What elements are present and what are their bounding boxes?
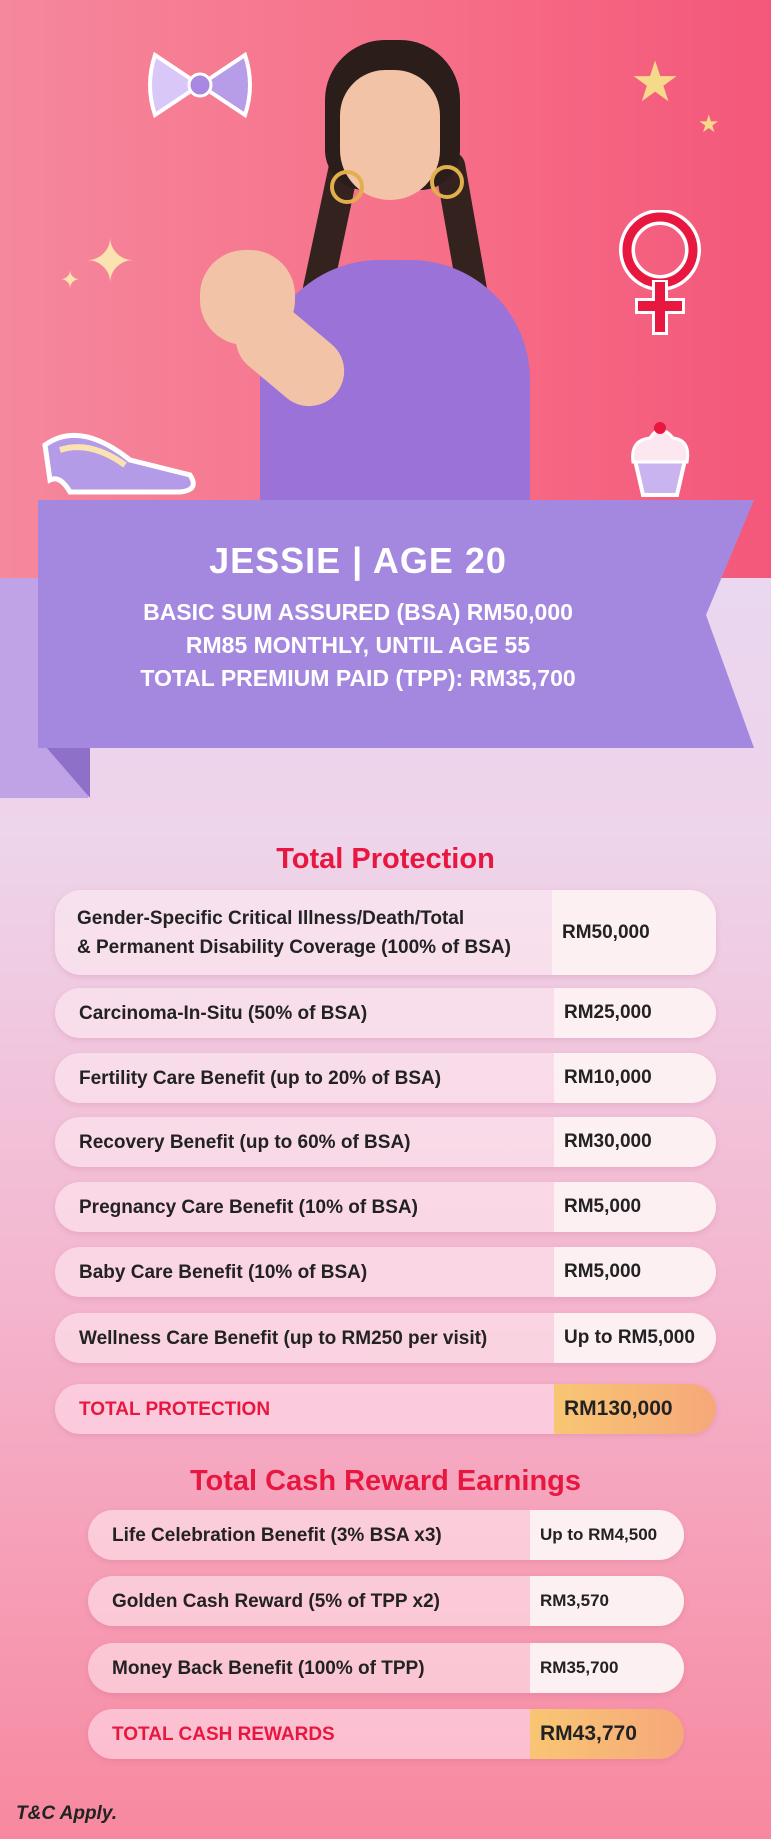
row-label — [55, 890, 552, 975]
row-label: Golden Cash Reward (5% of TPP x2) — [88, 1576, 530, 1626]
row-value: Up to RM4,500 — [530, 1510, 684, 1560]
table-row — [55, 1053, 716, 1103]
row-label: Carcinoma-In-Situ (50% of BSA) — [55, 988, 554, 1038]
banner-title: JESSIE | AGE 20 — [209, 540, 507, 581]
table-row — [55, 1117, 716, 1167]
table-row — [55, 1247, 716, 1297]
table-row — [88, 1576, 684, 1626]
row-label: Wellness Care Benefit (up to RM250 per visit) — [55, 1313, 554, 1363]
row-value: RM25,000 — [554, 988, 716, 1038]
row-label: Baby Care Benefit (10% of BSA) — [55, 1247, 554, 1297]
total-protection-label: TOTAL PROTECTION — [55, 1384, 554, 1434]
row-value: RM50,000 — [552, 890, 716, 975]
earring-left — [330, 170, 364, 204]
row-label-line2: & Permanent Disability Coverage (100% of BSA) — [77, 936, 511, 958]
raised-fist — [200, 250, 295, 345]
row-label: Recovery Benefit (up to 60% of BSA) — [55, 1117, 554, 1167]
high-heel-shoe-icon — [40, 420, 200, 500]
sparkle-icon: ✦ — [85, 227, 136, 297]
section-title-cash-rewards: Total Cash Reward Earnings — [189, 1465, 582, 1497]
row-value: RM30,000 — [554, 1117, 716, 1167]
row-value: RM3,570 — [530, 1576, 684, 1626]
small-star-icon: ★ — [698, 110, 720, 138]
cupcake-icon — [625, 420, 695, 500]
table-row — [55, 988, 716, 1038]
table-row — [88, 1643, 684, 1693]
table-row — [55, 890, 716, 975]
row-value: RM35,700 — [530, 1643, 684, 1693]
row-value: Up to RM5,000 — [554, 1313, 716, 1363]
banner-tpp: TOTAL PREMIUM PAID (TPP): RM35,700 — [140, 665, 576, 691]
total-cash-rewards-value: RM43,770 — [530, 1709, 684, 1759]
row-label: Fertility Care Benefit (up to 20% of BSA) — [55, 1053, 554, 1103]
row-value: RM10,000 — [554, 1053, 716, 1103]
banner-monthly: RM85 MONTHLY, UNTIL AGE 55 — [185, 632, 531, 658]
row-label: Pregnancy Care Benefit (10% of BSA) — [55, 1182, 554, 1232]
bow-icon — [145, 50, 255, 120]
row-value: RM5,000 — [554, 1182, 716, 1232]
row-label: Life Celebration Benefit (3% BSA x3) — [88, 1510, 530, 1560]
section-title-protection: Total Protection — [276, 843, 495, 875]
total-cash-rewards-row — [88, 1709, 684, 1759]
row-label-line1: Gender-Specific Critical Illness/Death/Total — [77, 907, 465, 929]
row-value: RM5,000 — [554, 1247, 716, 1297]
terms-and-conditions: T&C Apply. — [16, 1803, 117, 1824]
table-row — [55, 1313, 716, 1363]
banner-bsa: BASIC SUM ASSURED (BSA) RM50,000 — [143, 599, 573, 625]
earring-right — [430, 165, 464, 199]
row-label: Money Back Benefit (100% of TPP) — [88, 1643, 530, 1693]
ribbon-fold-shadow — [40, 740, 90, 798]
total-protection-value: RM130,000 — [554, 1384, 716, 1434]
banner-text — [38, 540, 678, 695]
star-icon: ★ — [630, 50, 681, 115]
small-sparkle-icon: ✦ — [60, 266, 81, 294]
total-protection-row — [55, 1384, 716, 1434]
table-row — [88, 1510, 684, 1560]
total-cash-rewards-label: TOTAL CASH REWARDS — [88, 1709, 530, 1759]
venus-symbol-icon — [615, 210, 705, 340]
table-row — [55, 1182, 716, 1232]
